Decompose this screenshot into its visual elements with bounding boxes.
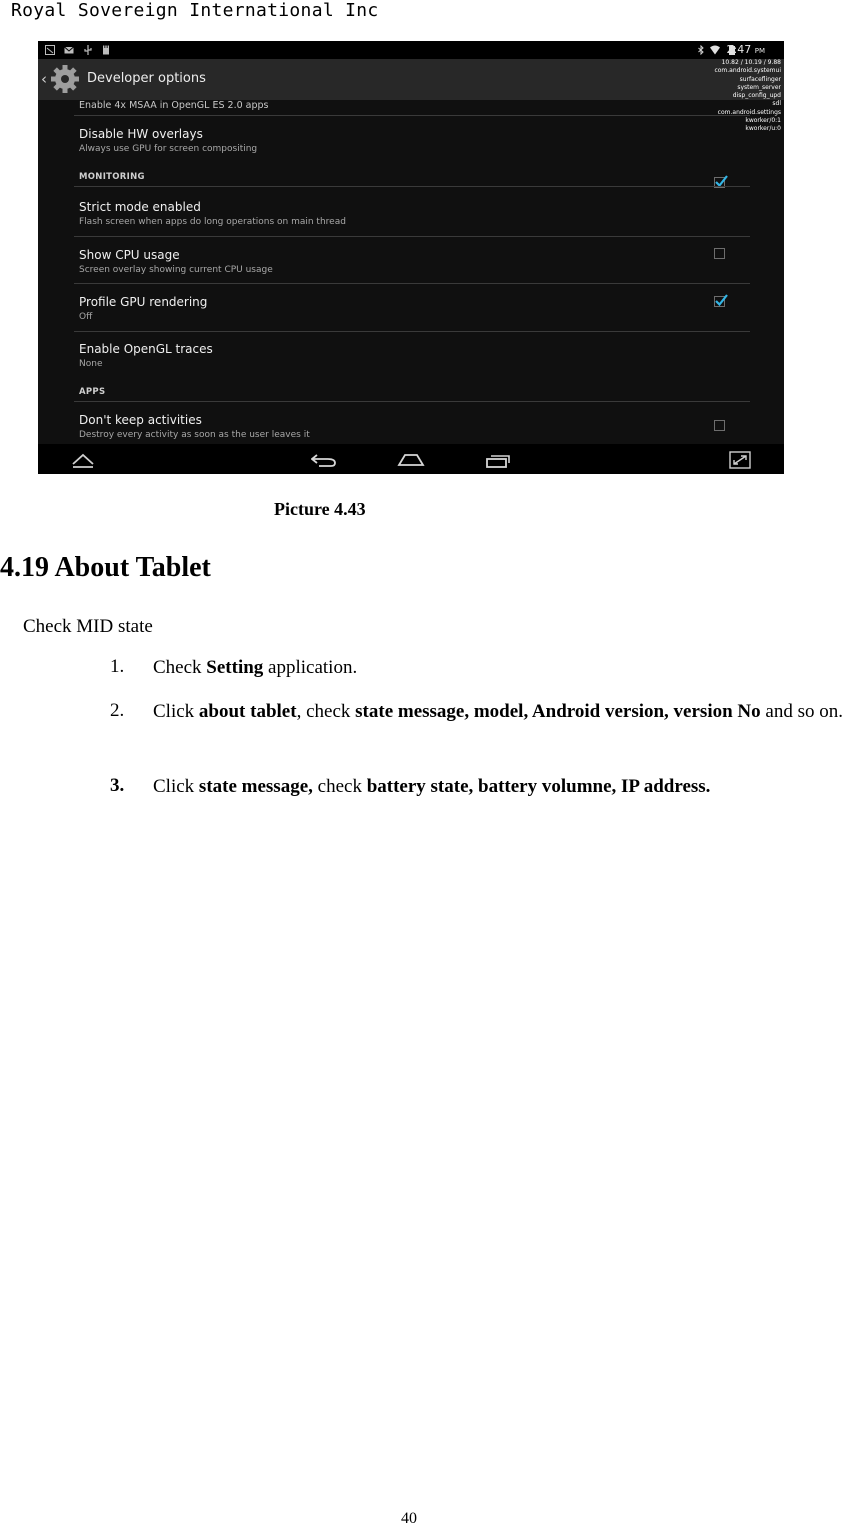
cpu-usage-overlay [705, 59, 781, 134]
overlay-line: kworker/u:0 [745, 125, 781, 133]
list-item-disable-hw-overlays[interactable] [79, 127, 755, 154]
back-icon[interactable] [311, 453, 337, 467]
section-header-monitoring: MONITORING [79, 172, 145, 182]
step-2-text: Click about tablet, check state message, model, Android version, version No and so on. [153, 701, 843, 722]
hide-navbar-icon[interactable] [71, 452, 95, 468]
overlay-line: sdl [772, 100, 781, 108]
divider [74, 115, 750, 116]
section-header-apps: APPS [79, 387, 106, 397]
list-item-title: Don't keep activities [79, 413, 202, 427]
section-heading: 4.19 About Tablet [0, 552, 211, 583]
step-3-text: Click state message, check battery state, battery volumne, IP address. [153, 776, 711, 797]
recent-apps-icon[interactable] [486, 453, 512, 468]
home-icon[interactable] [397, 453, 425, 467]
overlay-line: system_server [737, 83, 781, 91]
settings-gear-icon[interactable] [48, 62, 82, 96]
list-item-summary: Off [79, 312, 93, 322]
step-number: 3. [110, 775, 125, 796]
list-item-summary: Destroy every activity as soon as the user leaves it [79, 430, 310, 440]
list-item-show-cpu-usage[interactable] [79, 248, 755, 275]
list-item-title: Strict mode enabled [79, 200, 201, 214]
clock: 2:47 PM [726, 43, 765, 56]
list-item-summary: Always use GPU for screen compositing [79, 144, 258, 154]
figure-caption: Picture 4.43 [274, 499, 366, 519]
list-item-summary: None [79, 359, 103, 369]
overlay-line: com.android.systemui [714, 67, 781, 75]
divider [74, 186, 750, 187]
expand-icon[interactable] [729, 451, 751, 469]
list-item-strict-mode[interactable] [79, 200, 755, 227]
step-number: 1. [110, 656, 125, 677]
list-item-dont-keep-activities[interactable] [79, 413, 755, 440]
list-item-title: Profile GPU rendering [79, 295, 208, 309]
status-bar [38, 41, 784, 59]
mail-icon [64, 45, 74, 55]
document-header: Royal Sovereign International Inc [11, 0, 379, 21]
navigation-bar [38, 444, 784, 474]
developer-options-screenshot [38, 41, 784, 474]
list-item-summary: Screen overlay showing current CPU usage [79, 265, 273, 275]
bluetooth-icon [696, 45, 706, 55]
intro-text: Check MID state [23, 616, 153, 637]
list-item-enable-opengl-traces[interactable] [79, 342, 755, 369]
overlay-line: disp_config_upd [732, 92, 781, 100]
list-item-title: Disable HW overlays [79, 127, 203, 141]
list-item-profile-gpu-rendering[interactable] [79, 295, 755, 322]
up-caret-icon[interactable]: ‹ [41, 70, 47, 88]
settings-list [38, 100, 784, 444]
sd-card-icon [101, 45, 111, 55]
list-item-title: Enable 4x MSAA in OpenGL ES 2.0 apps [79, 100, 269, 111]
divider [74, 236, 750, 237]
divider [74, 283, 750, 284]
list-item-title: Show CPU usage [79, 248, 180, 262]
step-number: 2. [110, 700, 125, 721]
action-bar [38, 59, 784, 100]
overlay-line: kworker/0:1 [745, 117, 781, 125]
overlay-line: 10.82 / 10.19 / 9.88 [721, 59, 781, 66]
divider [74, 401, 750, 402]
usb-icon [83, 45, 93, 55]
checkbox-dont-keep-activities[interactable] [714, 420, 725, 431]
wifi-icon [710, 45, 720, 55]
screen-title: Developer options [87, 71, 206, 86]
overlay-line: com.android.settings [717, 108, 781, 116]
list-item-title: Enable OpenGL traces [79, 342, 213, 356]
step-1-text: Check Setting application. [153, 657, 358, 678]
list-item-msaa[interactable] [79, 97, 755, 111]
overlay-line: surfaceflinger [739, 75, 781, 83]
screenshot-notification-icon [45, 45, 55, 55]
list-item-summary: Flash screen when apps do long operations on main thread [79, 217, 346, 227]
page-number: 40 [401, 1510, 417, 1527]
divider [74, 331, 750, 332]
